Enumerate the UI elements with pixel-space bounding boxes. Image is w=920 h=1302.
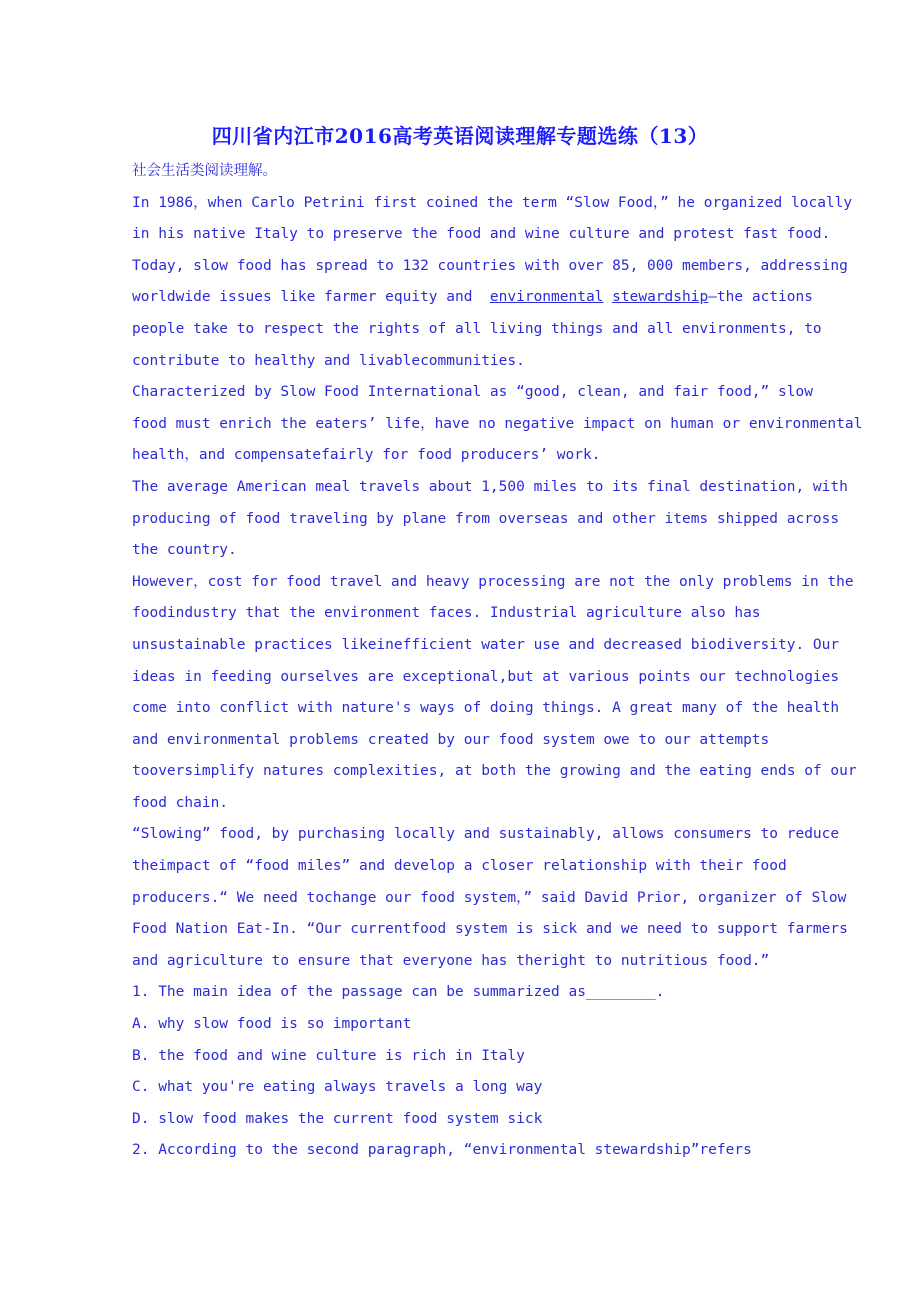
passage-line: unsustainable practices likeinefficient water use and decreased biodiversity. Our — [132, 636, 840, 653]
question-line: 2. According to the second paragraph, “environmental stewardship”refers — [132, 1142, 752, 1159]
passage-line: contribute to healthy and livablecommunities. — [132, 352, 525, 369]
passage-line: Today, slow food has spread to 132 countries with over 85, 000 members, addressing — [132, 257, 848, 274]
passage-line-underlined — [132, 282, 852, 314]
section-label: 社会生活类阅读理解。 — [132, 163, 277, 179]
passage-line: and agriculture to ensure that everyone has theright to nutritious food.” — [132, 952, 770, 969]
passage-line: come into conflict with nature's ways of doing things. A great many of the health — [132, 700, 840, 717]
line-text: —the actions — [708, 289, 813, 306]
passage-line: people take to respect the rights of all living things and all environments, to — [132, 320, 822, 337]
passage-line: Food Nation Eat-In. “Our currentfood system is sick and we need to support farmers — [132, 921, 848, 938]
underlined-term: environmental — [489, 289, 604, 306]
question-line: 1. The main idea of the passage can be summarized as________. — [132, 984, 665, 1001]
passage-line: in his native Italy to preserve the food and wine culture and protest fast food. — [132, 226, 831, 243]
passage-line: foodindustry that the environment faces. Industrial agriculture also has — [132, 605, 761, 622]
passage-line: “Slowing” food, by purchasing locally and sustainably, allows consumers to reduce — [132, 826, 840, 843]
line-text — [603, 289, 612, 305]
option-line: B. the food and wine culture is rich in Italy — [132, 1047, 525, 1064]
line-text: worldwide issues like farmer equity and — [132, 289, 490, 306]
passage-line: producing of food traveling by plane from overseas and other items shipped across — [132, 510, 840, 527]
option-line: C. what you're eating always travels a long way — [132, 1079, 543, 1096]
passage-line: and environmental problems created by our food system owe to our attempts — [132, 731, 770, 748]
passage-line: ideas in feeding ourselves are exceptional,but at various points our technologies — [132, 668, 840, 685]
passage-line: health，and compensatefairly for food producers’ work. — [132, 447, 601, 464]
document-title: 四川省内江市2016高考英语阅读理解专题选练（13） — [211, 124, 709, 148]
passage-line: producers.“ We need tochange our food system，” said David Prior, organizer of Slow — [132, 889, 847, 906]
underlined-term: stewardship — [612, 289, 709, 306]
passage-line: food must enrich the eaters’ life，have no negative impact on human or environmental — [132, 415, 863, 432]
passage-line: food chain. — [132, 794, 229, 811]
passage-line: the country. — [132, 542, 237, 559]
passage-line: The average American meal travels about 1,500 miles to its final destination, with — [132, 478, 848, 495]
passage-line: However，cost for food travel and heavy processing are not the only problems in the — [132, 573, 854, 590]
option-line: D. slow food makes the current food system sick — [132, 1110, 543, 1127]
option-line: A. why slow food is so important — [132, 1016, 412, 1033]
document-body — [132, 156, 863, 1167]
passage-line: Characterized by Slow Food International as “good, clean, and fair food,” slow — [132, 384, 813, 401]
passage-line: theimpact of “food miles” and develop a closer relationship with their food — [132, 858, 787, 875]
passage-line: tooversimplify natures complexities, at both the growing and the eating ends of our — [132, 763, 857, 780]
passage-line: In 1986，when Carlo Petrini first coined the term “Slow Food，” he organized locally — [132, 194, 853, 211]
